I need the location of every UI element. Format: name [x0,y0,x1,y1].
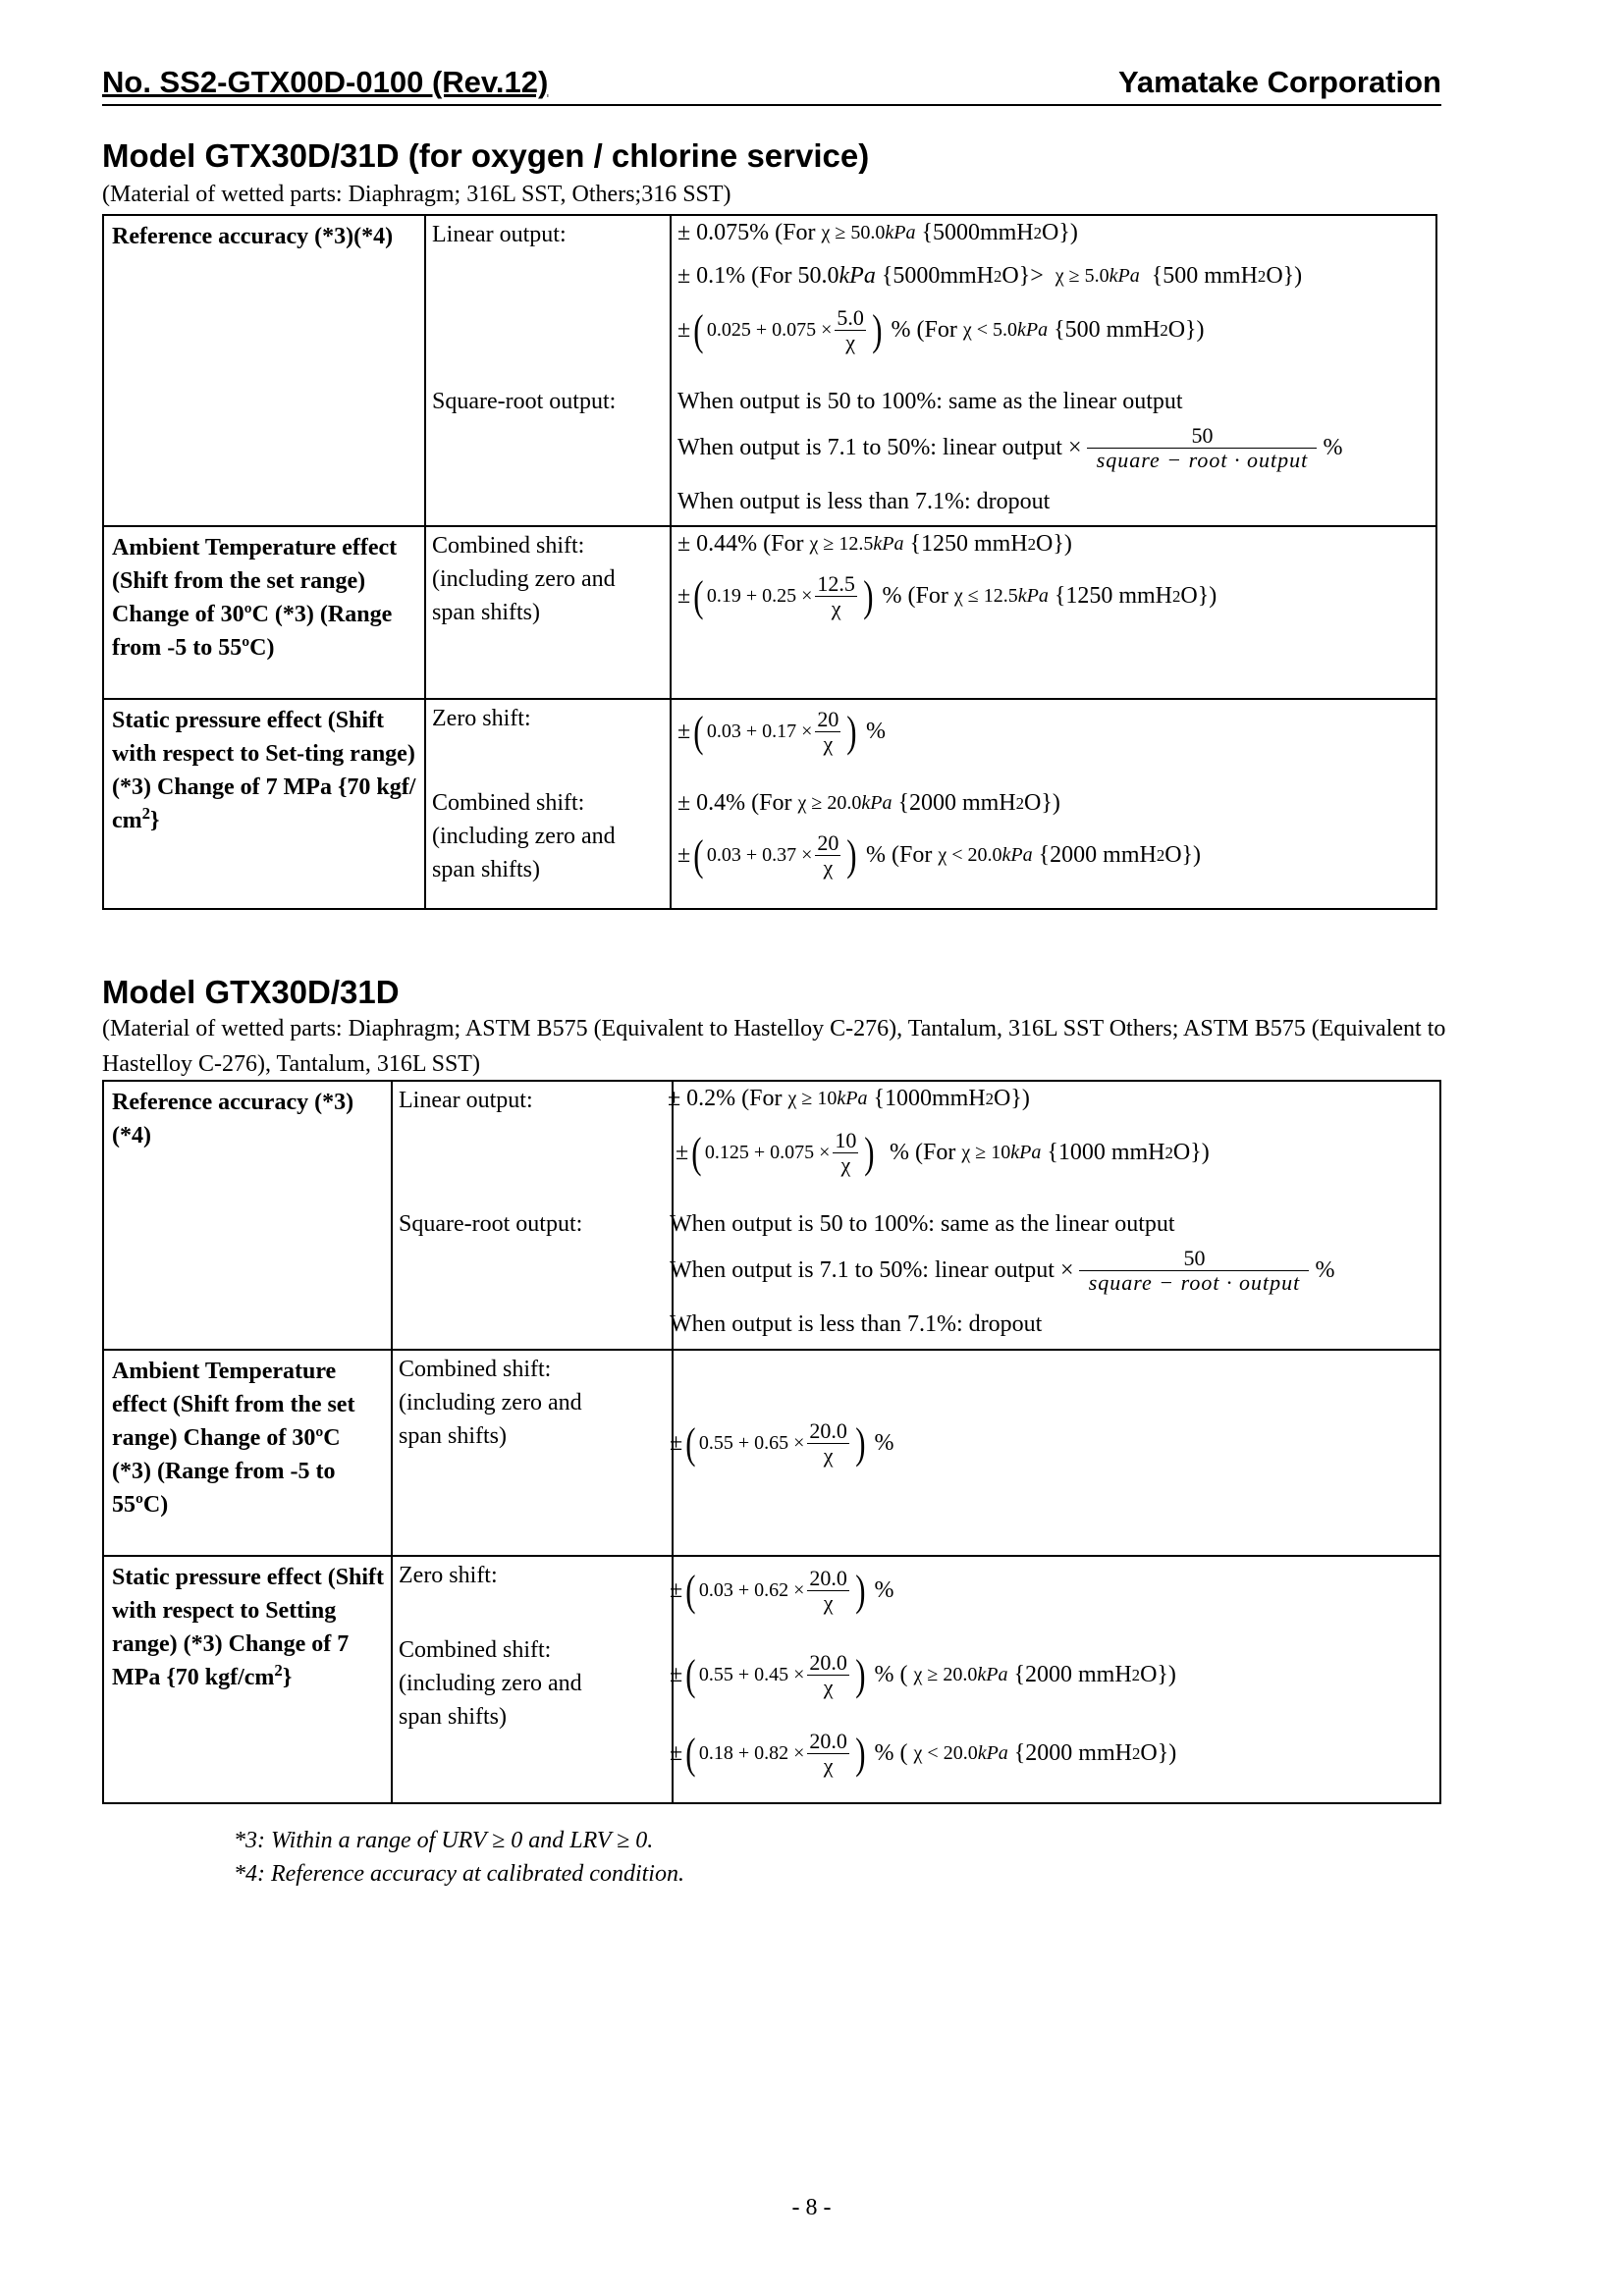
static-combined-accuracy-2: ± ( 0.03 + 0.37 × $\frac{20}{\chi}$ ) % (For χ < 20.0 kPa {2000 mmH 2 O}) [677,830,1202,880]
section1-material: (Material of wetted parts: Diaphragm; 316L SST, Others;316 SST) [102,182,731,207]
linear-output-label: Linear output: [432,222,567,247]
table-row [103,1350,1440,1556]
combined-shift-label: Combined shift: (including zero and span shifts) [399,1637,582,1730]
static-combined-accuracy-2: ± ( 0.18 + 0.82 × $\frac{20.0}{\chi}$ ) % ( χ < 20.0 kPa {2000 mmH 2 O}) [670,1729,1177,1778]
row-label-reference: Reference accuracy (*3)(*4) [103,215,425,526]
ambient-accuracy-1: ± 0.44% (For χ ≥ 12.5 kPa {1250 mmH 2 O}) [677,531,1072,557]
row-values [670,1350,1440,1556]
linear-output-label: Linear output: [399,1088,533,1113]
combined-shift-label: Combined shift: (including zero and span shifts) [399,1357,582,1449]
static-combined-accuracy-1: ± 0.4% (For χ ≥ 20.0 kPa {2000 mmH 2 O}) [677,790,1060,816]
sqrt-text-2: When output is 7.1 to 50%: linear output × $\frac{50}{\text{square − root · output}}$ % [677,423,1343,472]
table-row [103,1556,1440,1803]
row-label-static: Static pressure effect (Shift with respect to Set-ting range) (*3) Change of 7 MPa {70 kgf/ $cm^2$} [103,699,425,909]
linear-accuracy-1: ± 0.075% (For χ ≥ 50.0 kPa {5000mmH 2 O}) [677,220,1078,245]
row-values [670,1556,1440,1803]
row-sublabels [392,1081,673,1350]
row-values [671,526,1436,699]
row-sublabels [425,526,671,699]
table-row [103,1081,1440,1350]
static-zero-accuracy: ± ( 0.03 + 0.62 × $\frac{20.0}{\chi}$ ) % [670,1566,894,1615]
section1-title: Model GTX30D/31D (for oxygen / chlorine service) [102,137,870,174]
page-header [102,65,1441,106]
zero-shift-label: Zero shift: [432,706,531,731]
table-row [103,215,1436,526]
linear-accuracy-3: ± ( 0.025 + 0.075 × $\frac{5.0}{\chi}$ ) % (For χ < 5.0 kPa {500 mmH 2 O}) [677,305,1205,354]
section2-material: (Material of wetted parts: Diaphragm; ASTM B575 (Equivalent to Hastelloy C-276), Tantalum, 316L SST Others; ASTM B575 (Equivalent to Hastelloy C-276), Tantalum, 316L SST) [102,1016,1446,1077]
static-zero-accuracy: ± ( 0.03 + 0.17 × $\frac{20}{\chi}$ ) % [677,707,887,756]
row-sublabels [425,699,671,909]
sqrt-text-1: When output is 50 to 100%: same as the linear output [677,389,1183,414]
row-values [668,1081,1440,1350]
table-row [103,699,1436,909]
linear-accuracy-2: ± ( 0.125 + 0.075 × $\frac{10}{\chi}$ ) % (For χ ≥ 10 kPa {1000 mmH 2 O}) [676,1128,1210,1177]
combined-shift-label: Combined shift: (including zero and span shifts) [432,533,616,625]
sqrt-text-2: When output is 7.1 to 50%: linear output × $\frac{50}{\text{square − root · output}}$ % [670,1246,1335,1295]
section2-title: Model GTX30D/31D [102,974,400,1010]
linear-accuracy-1: ± 0.2% (For χ ≥ 10 kPa {1000mmH 2 O}) [668,1086,1030,1111]
ambient-accuracy-2: ± ( 0.19 + 0.25 × $\frac{12.5}{\chi}$ ) % (For χ ≤ 12.5 kPa {1250 mmH 2 O}) [677,571,1217,620]
footnote-4: *4: Reference accuracy at calibrated condition. [234,1861,684,1887]
document-number: No. SS2-GTX00D-0100 (Rev.12) [102,65,549,99]
row-label-reference: Reference accuracy (*3)(*4) [103,1081,392,1350]
combined-shift-label: Combined shift: (including zero and span shifts) [432,790,616,882]
square-root-label: Square-root output: [432,389,617,414]
zero-shift-label: Zero shift: [399,1563,498,1588]
row-label-ambient: Ambient Temperature effect (Shift from the set range) Change of 30ºC (*3) (Range from -5 to 55ºC) [103,1350,392,1556]
footnote-3: *3: Within a range of URV ≥ 0 and LRV ≥ 0. [234,1828,654,1853]
table-row [103,526,1436,699]
static-combined-accuracy-1: ± ( 0.55 + 0.45 × $\frac{20.0}{\chi}$ ) % ( χ ≥ 20.0 kPa {2000 mmH 2 O}) [670,1650,1176,1699]
sqrt-text-1: When output is 50 to 100%: same as the linear output [670,1211,1175,1237]
row-label-static: Static pressure effect (Shift with respect to Setting range) (*3) Change of 7 MPa {70 kgf/$cm^2$} [103,1556,392,1803]
sqrt-text-3: When output is less than 7.1%: dropout [670,1311,1043,1337]
row-sublabels [392,1556,673,1803]
page-number: - 8 - [791,2195,832,2220]
row-sublabels [392,1350,673,1556]
linear-accuracy-2: ± 0.1% (For 50.0 kPa {5000mmH 2 O}> χ ≥ 5.0 kPa {500 mmH 2 O}) [677,263,1303,289]
row-label-ambient: Ambient Temperature effect (Shift from the set range) Change of 30ºC (*3) (Range from -5 to 55ºC) [103,526,425,699]
row-values [671,215,1436,526]
sqrt-text-3: When output is less than 7.1%: dropout [677,489,1051,514]
ambient-accuracy: ± ( 0.55 + 0.65 × $\frac{20.0}{\chi}$ ) % [670,1418,894,1468]
spec-table-1 [102,214,1437,910]
company-name: Yamatake Corporation [1117,65,1441,99]
row-sublabels [425,215,671,526]
row-values [671,699,1436,909]
square-root-label: Square-root output: [399,1211,583,1237]
spec-table-2 [102,1080,1441,1804]
